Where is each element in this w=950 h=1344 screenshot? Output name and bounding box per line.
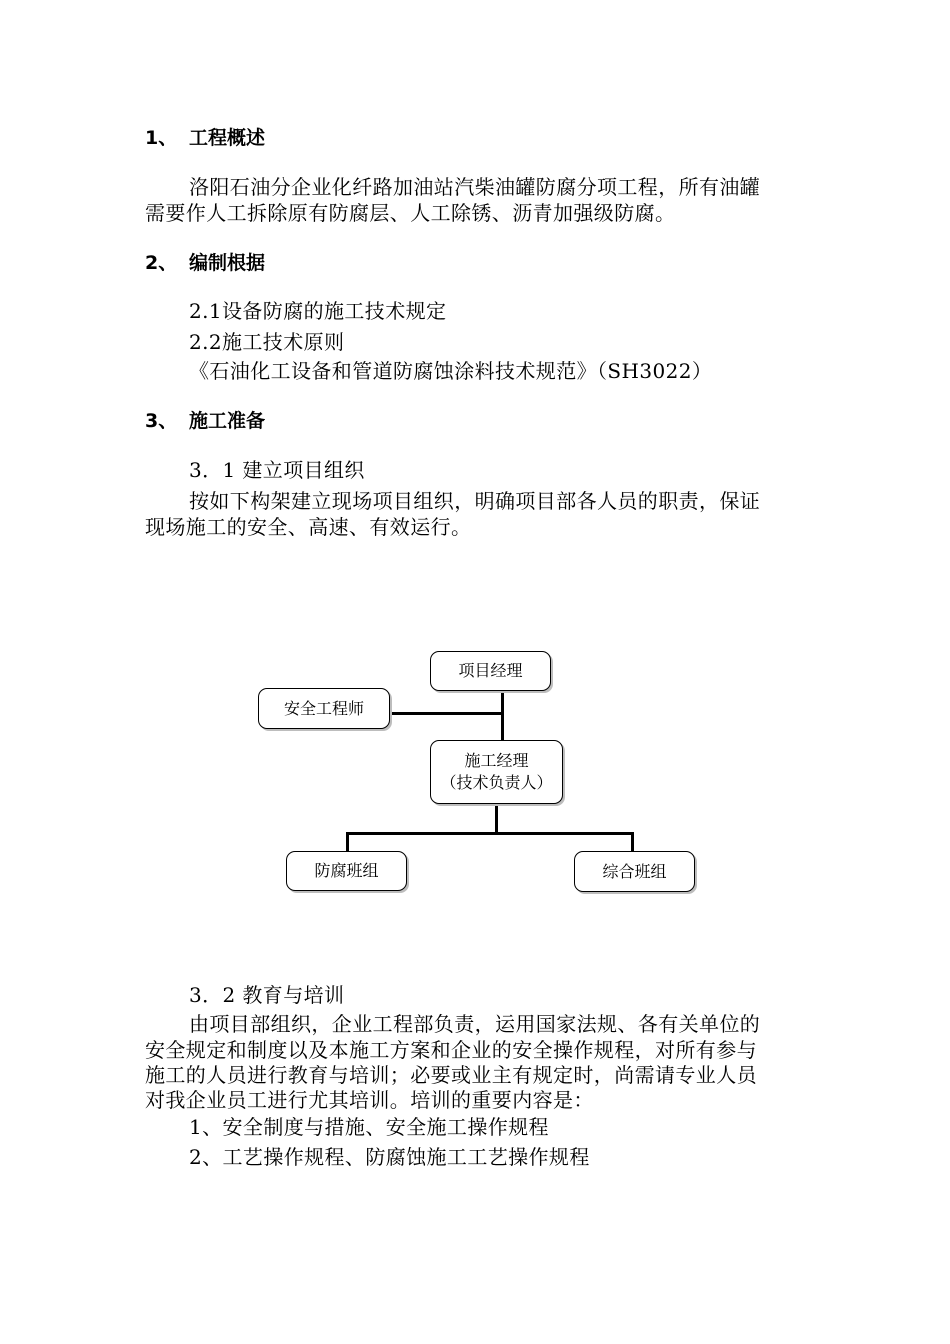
connector-pm-to-cm xyxy=(501,690,504,742)
section-2-heading xyxy=(145,250,265,276)
section-1-para-line-1: 洛阳石油分企业化纤路加油站汽柴油罐防腐分项工程，所有油罐 xyxy=(189,175,761,199)
section-3-title: 施工准备 xyxy=(189,410,266,432)
org-box-safety-engineer xyxy=(258,688,390,729)
org-box-project-manager xyxy=(430,651,551,691)
construction-manager-note: （技术负责人） xyxy=(440,773,553,792)
section-3-1-title: 3．1 建立项目组织 xyxy=(189,458,365,482)
connector-safety xyxy=(390,712,504,715)
org-box-construction-manager xyxy=(430,740,563,804)
section-3-2-line-2: 安全规定和制度以及本施工方案和企业的安全操作规程，对所有参与 xyxy=(145,1038,757,1062)
section-3-2-line-4: 对我企业员工进行尤其培训。培训的重要内容是： xyxy=(145,1088,594,1112)
section-2-title: 编制根据 xyxy=(189,252,266,274)
org-box-general-team xyxy=(574,851,695,892)
section-3-heading xyxy=(145,408,265,434)
connector-cm-down xyxy=(495,804,498,834)
section-3-1-line-1: 按如下构架建立现场项目组织，明确项目部各人员的职责，保证 xyxy=(189,489,761,513)
safety-engineer-label: 安全工程师 xyxy=(283,698,364,718)
org-box-anticorrosion-team xyxy=(286,851,407,891)
general-team-label: 综合班组 xyxy=(602,861,667,881)
section-3-1-line-2: 现场施工的安全、高速、有效运行。 xyxy=(145,515,472,539)
connector-right-team xyxy=(631,832,634,852)
connector-left-team xyxy=(346,832,349,852)
connector-teams-bar xyxy=(346,832,634,835)
anticorrosion-team-label: 防腐班组 xyxy=(314,861,379,880)
section-3-number: 3、 xyxy=(145,410,178,432)
section-3-2-line-1: 由项目部组织，企业工程部负责，运用国家法规、各有关单位的 xyxy=(189,1012,761,1036)
section-2-item-2: 2.2施工技术原则 xyxy=(189,330,345,354)
section-3-2-list-item-1: 1、安全制度与措施、安全施工操作规程 xyxy=(189,1115,549,1139)
section-2-number: 2、 xyxy=(145,252,178,274)
section-3-2-title: 3．2 教育与培训 xyxy=(189,983,345,1007)
section-1-number: 1、 xyxy=(145,127,178,149)
section-2-item-1: 2.1设备防腐的施工技术规定 xyxy=(189,299,447,323)
section-1-para-line-2: 需要作人工拆除原有防腐层、人工除锈、沥青加强级防腐。 xyxy=(145,201,676,225)
section-1-title: 工程概述 xyxy=(189,127,266,149)
construction-manager-label: 施工经理 xyxy=(464,751,529,770)
section-3-2-line-3: 施工的人员进行教育与培训；必要或业主有规定时，尚需请专业人员 xyxy=(145,1063,757,1087)
section-1-heading xyxy=(145,125,265,151)
project-manager-label: 项目经理 xyxy=(458,661,523,680)
section-3-2-list-item-2: 2、工艺操作规程、防腐蚀施工工艺操作规程 xyxy=(189,1145,590,1169)
section-2-item-3: 《石油化工设备和管道防腐蚀涂料技术规范》（SH3022） xyxy=(189,359,713,383)
